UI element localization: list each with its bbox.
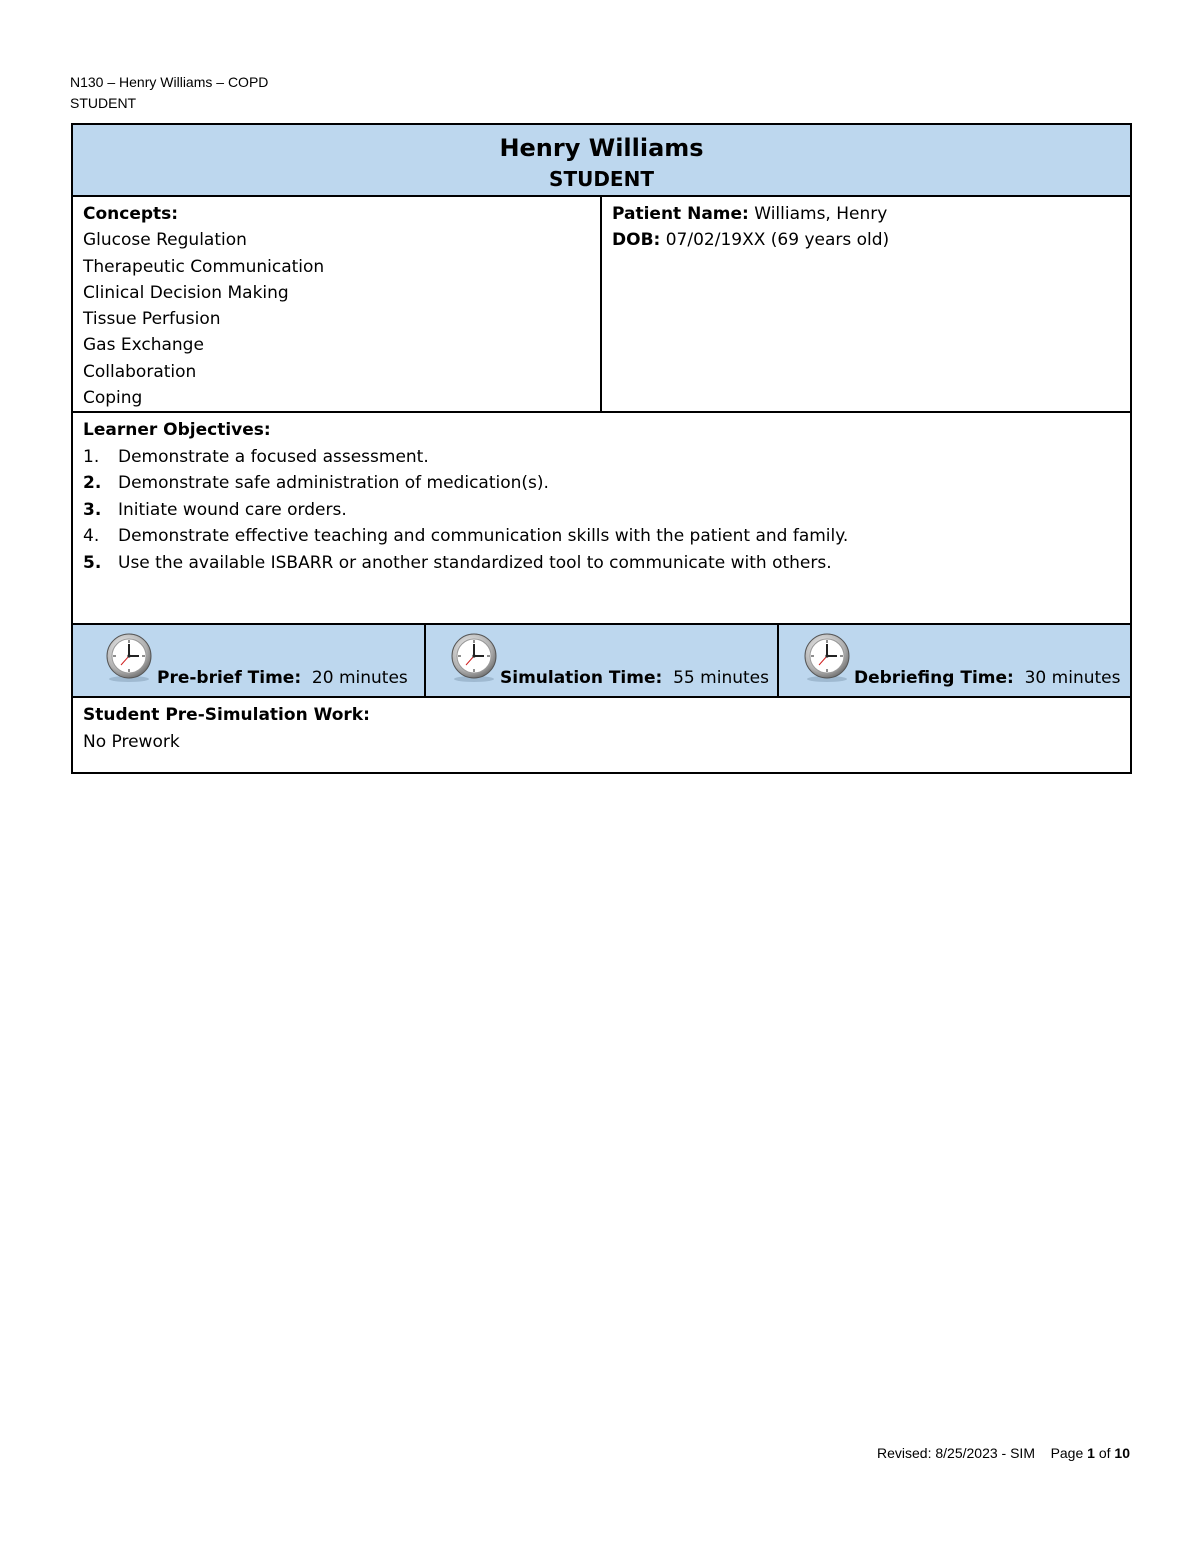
clock-icon: [448, 631, 500, 683]
debriefing-time-value: 30 minutes: [1013, 668, 1121, 689]
objective-text: Use the available ISBARR or another standardized tool to communicate with others.: [118, 553, 832, 574]
title-cell: [72, 124, 1131, 196]
simulation-time-cell: [425, 624, 778, 697]
debriefing-time-cell: [778, 624, 1131, 697]
objectives-list: [83, 444, 1120, 577]
prework-cell: [72, 697, 1131, 773]
running-header: [70, 72, 268, 114]
concept-item: Therapeutic Communication: [83, 256, 325, 277]
objective-item: [83, 470, 1120, 497]
header-course-line: N130 – Henry Williams – COPD: [70, 74, 269, 90]
page-total: 10: [1114, 1445, 1130, 1461]
objective-number: 2.: [83, 473, 102, 494]
debriefing-time-label: Debriefing Time:: [854, 668, 1014, 689]
page-title: Henry Williams: [499, 134, 704, 162]
clock-icon: [801, 631, 853, 683]
header-role-line: STUDENT: [70, 95, 137, 111]
page-footer: [877, 1443, 1130, 1463]
of-word: of: [1098, 1445, 1111, 1461]
objective-text: Demonstrate a focused assessment.: [118, 446, 429, 467]
clock-icon: [103, 631, 155, 683]
patient-name-line: [612, 201, 1120, 227]
concept-item: Collaboration: [83, 361, 197, 382]
objective-number: 3.: [83, 499, 102, 520]
patient-info-cell: [601, 196, 1131, 412]
simulation-time-text: [500, 667, 769, 689]
patient-name-value: Williams, Henry: [748, 204, 888, 224]
objective-item: [83, 550, 1120, 577]
objective-item: [83, 497, 1120, 524]
prebrief-time-text: [157, 667, 408, 689]
prebrief-time-cell: [72, 624, 425, 697]
simulation-time-value: 55 minutes: [662, 668, 769, 689]
concepts-cell: [72, 196, 601, 412]
objective-number: 4.: [83, 526, 100, 547]
objective-item: [83, 444, 1120, 471]
objective-text: Demonstrate effective teaching and communication skills with the patient and family.: [118, 526, 849, 547]
objective-item: [83, 523, 1120, 550]
debriefing-time-text: [854, 667, 1120, 689]
objectives-label: Learner Objectives:: [83, 420, 271, 441]
patient-name-label: Patient Name:: [612, 204, 749, 224]
simulation-time-label: Simulation Time:: [500, 668, 663, 689]
prework-label: Student Pre-Simulation Work:: [83, 705, 370, 726]
concepts-label: Concepts:: [83, 204, 179, 224]
prebrief-time-label: Pre-brief Time:: [157, 668, 302, 689]
scenario-table: [71, 123, 1132, 774]
page-number: 1: [1087, 1445, 1095, 1461]
concept-item: Tissue Perfusion: [83, 309, 221, 330]
revised-text: Revised: 8/25/2023 - SIM: [877, 1445, 1035, 1461]
objective-text: Demonstrate safe administration of medication(s).: [118, 473, 549, 494]
dob-value: 07/02/19XX (69 years old): [660, 230, 890, 251]
dob-label: DOB:: [612, 230, 661, 251]
page-word: Page: [1050, 1445, 1084, 1461]
prebrief-time-value: 20 minutes: [301, 668, 408, 689]
objective-text: Initiate wound care orders.: [118, 499, 347, 520]
page-subtitle: STUDENT: [549, 167, 654, 191]
concept-item: Clinical Decision Making: [83, 282, 289, 303]
concept-item: Gas Exchange: [83, 335, 204, 356]
prework-value: No Prework: [83, 731, 180, 752]
objective-number: 5.: [83, 553, 102, 574]
concept-item: Glucose Regulation: [83, 230, 247, 251]
objective-number: 1.: [83, 446, 100, 467]
objectives-cell: [72, 412, 1131, 624]
concept-item: Coping: [83, 388, 143, 409]
dob-line: [612, 227, 1120, 253]
